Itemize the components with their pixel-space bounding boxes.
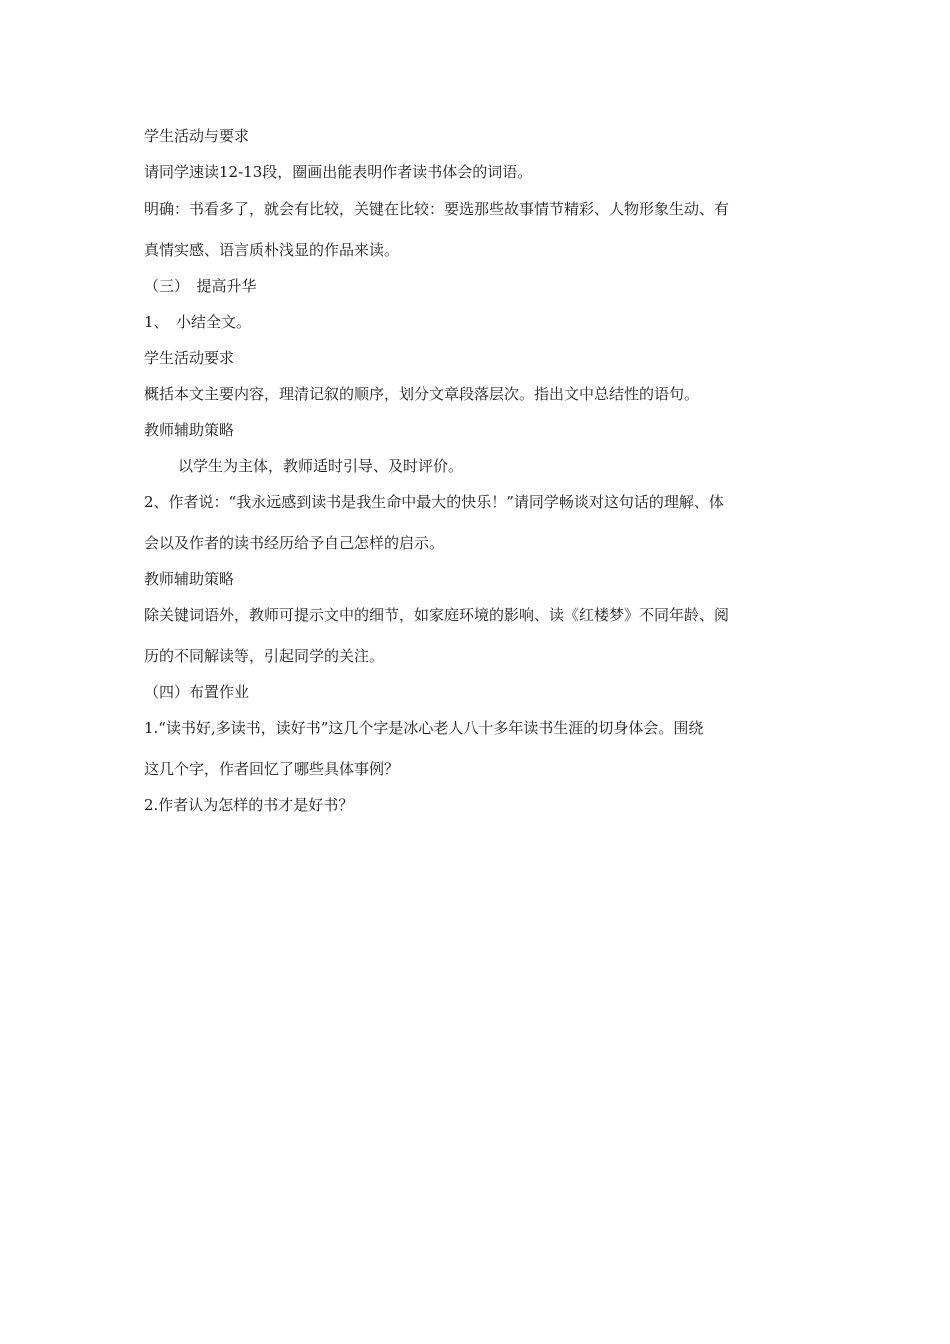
paragraph-clarify-line-1: 明确：书看多了，就会有比较，关键在比较：要选那些故事情节精彩、人物形象生动、有 — [144, 200, 730, 218]
paragraph-details-line-2: 历的不同解读等，引起同学的关注。 — [144, 647, 385, 665]
item-2-line-2: 会以及作者的读书经历给予自己怎样的启示。 — [144, 534, 445, 552]
homework-1-line-2: 这几个字，作者回忆了哪些具体事例？ — [144, 760, 400, 778]
paragraph-clarify-line-2: 真情实感、语言质朴浅显的作品来读。 — [144, 241, 400, 259]
homework-2: 2.作者认为怎样的书才是好书？ — [144, 796, 354, 814]
heading-teacher-strategy-2: 教师辅助策略 — [144, 570, 235, 588]
item-2-line-1: 2、作者说：“我永远感到读书是我生命中最大的快乐！”请同学畅谈对这句话的理解、体 — [144, 493, 724, 511]
section-heading-4: （四）布置作业 — [144, 683, 250, 701]
section-heading-3: （三） 提高升华 — [144, 277, 257, 295]
heading-student-activity: 学生活动与要求 — [144, 127, 250, 145]
paragraph-details-line-1: 除关键词语外，教师可提示文中的细节，如家庭环境的影响、读《红楼梦》不同年龄、阅 — [144, 606, 730, 624]
paragraph-summary-task: 概括本文主要内容，理清记叙的顺序，划分文章段落层次。指出文中总结性的语句。 — [144, 385, 700, 403]
paragraph-reading-task: 请同学速读12-13段，圈画出能表明作者读书体会的词语。 — [144, 163, 533, 181]
item-1-summary: 1、 小结全文。 — [144, 313, 252, 331]
heading-teacher-strategy: 教师辅助策略 — [144, 421, 235, 439]
paragraph-teacher-strategy: 以学生为主体，教师适时引导、及时评价。 — [178, 457, 464, 475]
homework-1-line-1: 1.“读书好,多读书，读好书”这几个字是冰心老人八十多年读书生涯的切身体会。围绕 — [144, 719, 704, 737]
heading-student-activity-2: 学生活动要求 — [144, 349, 235, 367]
